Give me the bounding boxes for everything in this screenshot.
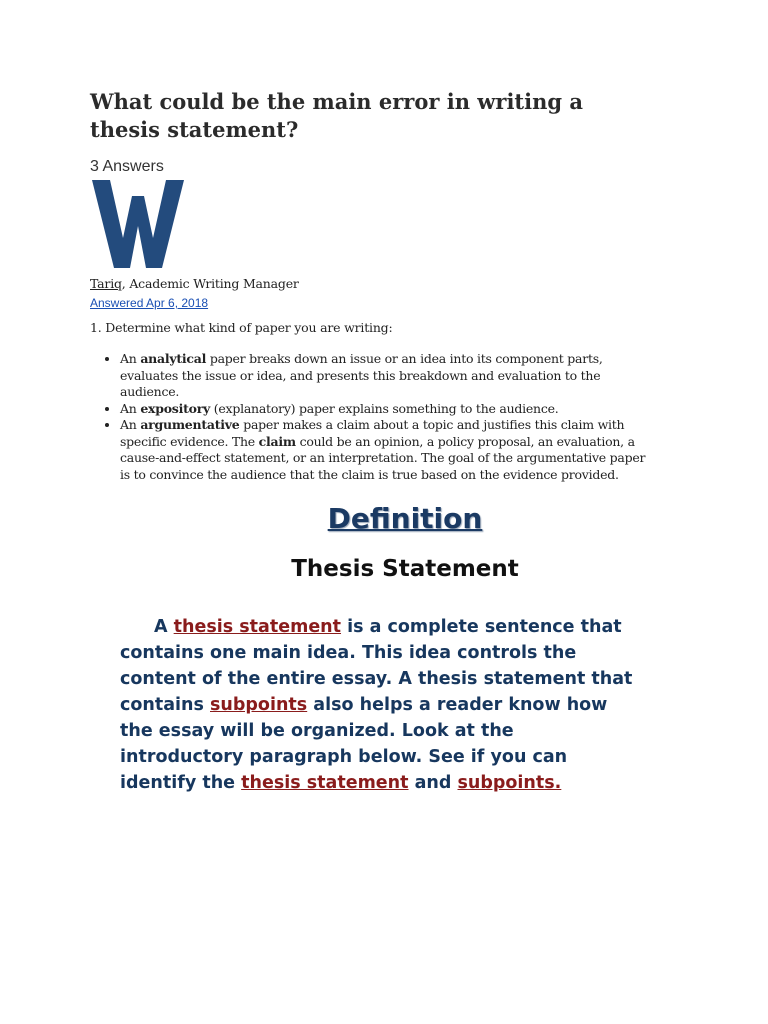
author-name-link[interactable]: Tariq (90, 276, 122, 291)
answers-count[interactable]: 3 Answers (90, 158, 164, 175)
slide-definition-title: Definition (327, 502, 483, 535)
author-separator: , (121, 276, 130, 291)
avatar-w-icon[interactable] (90, 176, 186, 272)
intro-text: 1. Determine what kind of paper you are writing: (90, 320, 393, 335)
author-line (90, 276, 670, 292)
paper-types-list (90, 351, 650, 483)
question-title: What could be the main error in writing a thesis statement? (90, 89, 583, 142)
definition-slide-image (90, 500, 660, 830)
slide-body-text: A thesis statement is a complete sentence that contains one main idea. This idea controls the content of the entire essay. A thesis statement that contains subpoints also helps a reader know how the essay will be organized. Look at the introductory paragraph below. See if you can identify the thesis statement and subpoints. (120, 617, 633, 793)
highlight-subpoints: subpoints (210, 695, 308, 715)
highlight-thesis-statement: thesis statement (241, 773, 409, 793)
highlight-subpoints: subpoints. (457, 773, 562, 793)
highlight-thesis-statement: thesis statement (173, 617, 342, 637)
list-item: • An analytical paper breaks down an issue or an idea into its component parts, evaluates the issue or idea, and presents this breakdown and evaluation to the audience. (120, 351, 650, 401)
list-item: • An expository (explanatory) paper explains something to the audience. (120, 401, 650, 418)
answered-date-link[interactable]: Answered Apr 6, 2018 (90, 296, 209, 310)
slide-subtitle: Thesis Statement (291, 556, 519, 582)
author-role: Academic Writing Manager (129, 276, 299, 291)
list-item: • An argumentative paper makes a claim about a topic and justifies this claim with specific evidence. The claim could be an opinion, a policy proposal, an evaluation, a cause-and-effect statement, or an interpretation. The goal of the argumentative paper is to convince the audience that the claim is true based on the evidence provided. (120, 417, 650, 483)
answer-page (90, 88, 670, 483)
